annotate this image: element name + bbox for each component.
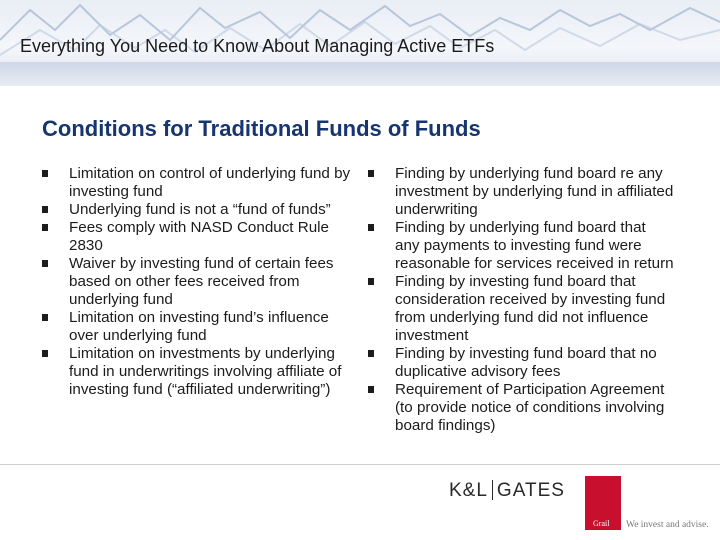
header-banner	[0, 0, 720, 86]
banner-underline	[0, 62, 720, 86]
list-item-text: Finding by investing fund board that consideration received by investing fund from underlying fund did not influence investment	[395, 273, 666, 344]
logo-left-text: K&L	[449, 480, 488, 501]
footer-divider	[0, 464, 720, 465]
square-bullet-icon	[42, 260, 48, 267]
square-bullet-icon	[368, 386, 374, 393]
list-item	[42, 219, 360, 255]
list-item	[368, 381, 674, 435]
logo-right-text: GATES	[496, 480, 565, 501]
square-bullet-icon	[42, 314, 48, 321]
logo-divider	[492, 480, 493, 500]
list-item-text: Finding by underlying fund board that any payments to investing fund were reasonable for services received in return	[395, 219, 674, 272]
list-item	[368, 219, 674, 273]
list-item-text: Underlying fund is not a “fund of funds”	[69, 201, 331, 218]
kl-gates-logo	[449, 480, 565, 502]
right-bullet-list	[368, 165, 674, 435]
list-item	[368, 345, 674, 381]
square-bullet-icon	[42, 170, 48, 177]
list-item-text: Requirement of Participation Agreement (to provide notice of conditions involving board findings)	[395, 381, 665, 434]
square-bullet-icon	[42, 350, 48, 357]
square-bullet-icon	[42, 206, 48, 213]
list-item-text: Limitation on investments by underlying fund in underwritings involving affiliate of investing fund (“affiliated underwriting”)	[69, 345, 342, 398]
list-item	[42, 309, 360, 345]
square-bullet-icon	[368, 350, 374, 357]
list-item-text: Fees comply with NASD Conduct Rule 2830	[69, 219, 329, 254]
list-item-text: Finding by investing fund board that no duplicative advisory fees	[395, 345, 657, 380]
slide-title: Conditions for Traditional Funds of Funds	[42, 116, 481, 141]
square-bullet-icon	[368, 278, 374, 285]
list-item-text: Limitation on control of underlying fund by investing fund	[69, 165, 351, 200]
list-item	[42, 345, 360, 399]
list-item	[368, 165, 674, 219]
list-item	[42, 255, 360, 309]
presentation-title: Everything You Need to Know About Managing Active ETFs	[20, 36, 495, 56]
list-item-text: Limitation on investing fund’s influence over underlying fund	[69, 309, 329, 344]
list-item	[368, 273, 674, 345]
list-item	[42, 165, 360, 201]
list-item-text: Waiver by investing fund of certain fees based on other fees received from underlying fund	[69, 255, 334, 308]
grail-logo-text: Grail	[593, 519, 610, 528]
square-bullet-icon	[368, 224, 374, 231]
list-item	[42, 201, 360, 219]
square-bullet-icon	[42, 224, 48, 231]
grail-tagline: We invest and advise.	[626, 520, 709, 530]
left-bullet-list	[42, 165, 360, 399]
square-bullet-icon	[368, 170, 374, 177]
list-item-text: Finding by underlying fund board re any investment by underlying fund in affiliated underwriting	[395, 165, 674, 218]
